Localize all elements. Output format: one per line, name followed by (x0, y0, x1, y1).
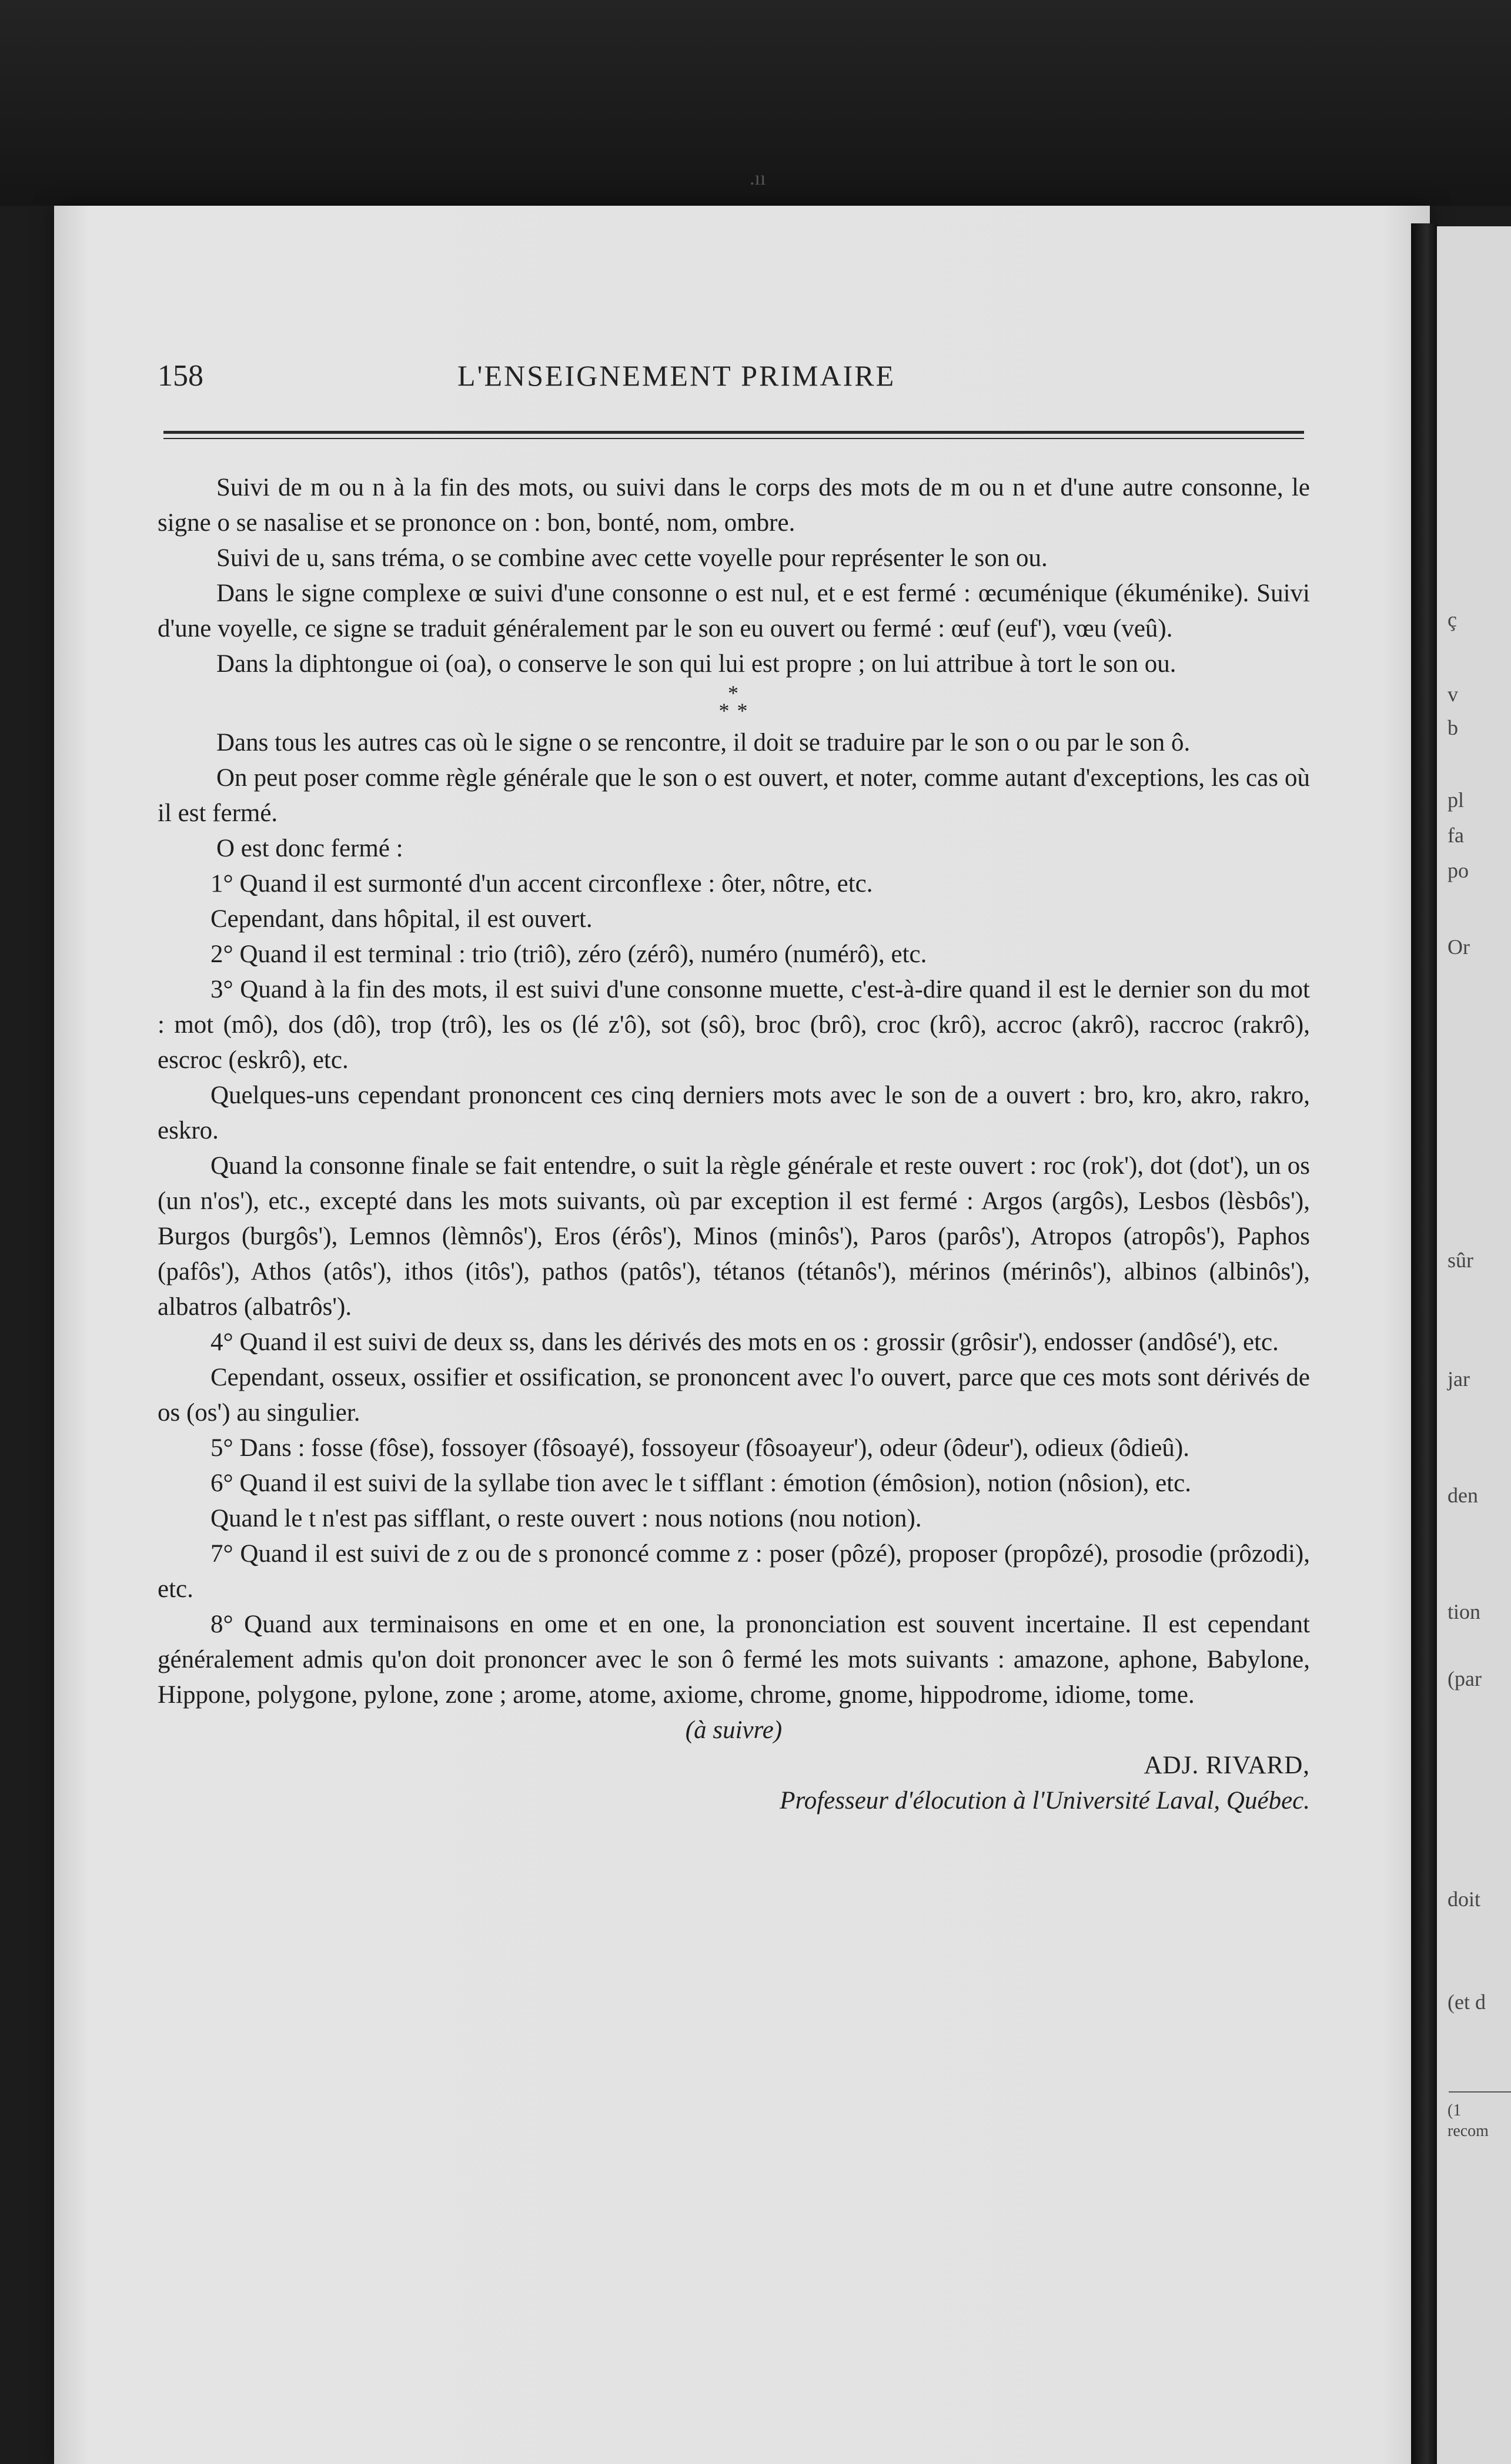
rule-item: 3° Quand à la fin des mots, il est suivi d'une consonne muette, c'est-à-dire quand il est le dernier son du mot : mot (mô), dos (dô), trop (trô), les os (lé z'ô), sot (sô), broc (brô), croc (krô), accroc (akrô), raccroc (rakrô), escroc (eskrô), etc. (158, 976, 1310, 1074)
rule-item: 6° Quand il est suivi de la syllabe tion avec le t sifflant : émotion (émôsion), notion (nôsion), etc. (210, 1469, 1191, 1497)
facing-fragment: tion (1448, 1600, 1481, 1623)
facing-fragment: doit (1448, 1887, 1481, 1911)
article-body (158, 470, 1310, 1819)
book-gutter (1411, 223, 1437, 2464)
facing-page-edge (1437, 226, 1511, 2464)
author-affiliation: Professeur d'élocution à l'Université Laval, Québec. (780, 1787, 1310, 1814)
facing-fragment: sûr (1448, 1248, 1473, 1272)
paragraph: Dans tous les autres cas où le signe o se rencontre, il doit se traduire par le son o ou par le son ô. (216, 729, 1191, 756)
facing-fragment: (et d (1448, 1990, 1486, 2014)
rule-item: 2° Quand il est terminal : trio (triô), zéro (zérô), numéro (numérô), etc. (210, 940, 927, 968)
running-title: L'ENSEIGNEMENT PRIMAIRE (457, 359, 896, 392)
author-signature: ADJ. RIVARD, (1144, 1752, 1310, 1779)
facing-fragment: (1 (1448, 2101, 1462, 2120)
page-number: 158 (158, 359, 203, 393)
paragraph: Dans le signe complexe œ suivi d'une consonne o est nul, et e est fermé : œcuménique (ékuménike). Suivi d'une voyelle, ce signe se traduit généralement par le son eu ouvert ou fermé : œuf (euf'), vœu (veû). (158, 580, 1310, 642)
paragraph: On peut poser comme règle générale que le son o est ouvert, et noter, comme autant d'exceptions, les cas où il est fermé. (158, 764, 1310, 827)
facing-fragment: fa (1448, 823, 1464, 847)
facing-fragment: recom (1448, 2122, 1489, 2140)
rule-item: 4° Quand il est suivi de deux ss, dans les dérivés des mots en os : grossir (grôsir'), endosser (andôsé'), etc. (210, 1328, 1279, 1356)
facing-fragment: po (1448, 859, 1469, 882)
to-be-continued: (à suivre) (685, 1716, 783, 1744)
facing-fragment: v (1448, 682, 1458, 706)
facing-footnote-rule (1449, 2091, 1511, 2093)
facing-fragment: Or (1448, 935, 1470, 959)
paragraph: Dans la diphtongue oi (oa), o conserve le son qui lui est propre ; on lui attribue à tort le son ou. (216, 650, 1176, 678)
rule-item: 1° Quand il est surmonté d'un accent circonflexe : ôter, nôtre, etc. (210, 870, 873, 898)
scan-speck: .ıı (750, 168, 766, 189)
paragraph: Quand la consonne finale se fait entendre, o suit la règle générale et reste ouvert : roc (rok'), dot (dot'), un os (un n'os'), etc., excepté dans les mots suivants, où par exception il est fermé : Argos (argôs), Lesbos (lèsbôs'), Burgos (burgôs'), Lemnos (lèmnôs'), Eros (érôs'), Minos (minôs'), Paros (parôs'), Atropos (atropôs'), Paphos (pafôs'), Athos (atôs'), ithos (itôs'), pathos (patôs'), tétanos (tétanôs'), mérinos (mérinôs'), albinos (albinôs'), albatros (albatrôs'). (158, 1152, 1310, 1321)
rule-item: 5° Dans : fosse (fôse), fossoyer (fôsoayé), fossoyeur (fôsoayeur'), odeur (ôdeur'), odieux (ôdieû). (210, 1434, 1189, 1462)
facing-fragment: (par (1448, 1667, 1482, 1690)
facing-fragment: pl (1448, 788, 1465, 812)
paragraph: Cependant, osseux, ossifier et ossification, se prononcent avec l'o ouvert, parce que ces mots sont dérivés de os (os') au singulier. (158, 1364, 1310, 1427)
section-separator: * * * (718, 681, 749, 722)
paragraph: Quand le t n'est pas sifflant, o reste ouvert : nous notions (nou notion). (210, 1505, 922, 1532)
paragraph: Suivi de m ou n à la fin des mots, ou suivi dans le corps des mots de m ou n et d'une autre consonne, le signe o se nasalise et se prononce on : bon, bonté, nom, ombre. (158, 474, 1310, 537)
paragraph: Suivi de u, sans tréma, o se combine avec cette voyelle pour représenter le son ou. (216, 544, 1048, 572)
facing-fragment: den (1448, 1484, 1478, 1507)
rule-item: 7° Quand il est suivi de z ou de s prononcé comme z : poser (pôzé), proposer (propôzé), prosodie (prôzodi), etc. (158, 1540, 1310, 1603)
running-head (158, 359, 1304, 400)
paragraph: Cependant, dans hôpital, il est ouvert. (210, 905, 593, 933)
header-rule-thin (163, 438, 1304, 439)
paragraph: O est donc fermé : (216, 835, 403, 862)
rule-item: 8° Quand aux terminaisons en ome et en one, la prononciation est souvent incertaine. Il est cependant généralement admis qu'on doit prononcer avec le son ô fermé les mots suivants : amazone, aphone, Babylone, Hippone, polygone, pylone, zone ; arome, atome, axiome, chrome, gnome, hippodrome, idiome, tome. (158, 1611, 1310, 1709)
facing-fragment: b (1448, 716, 1458, 739)
header-rule (163, 431, 1304, 434)
facing-fragment: jar (1448, 1367, 1470, 1391)
facing-fragment: ç (1448, 608, 1457, 631)
paragraph: Quelques-uns cependant prononcent ces cinq derniers mots avec le son de a ouvert : bro, kro, akro, rakro, eskro. (158, 1082, 1310, 1144)
